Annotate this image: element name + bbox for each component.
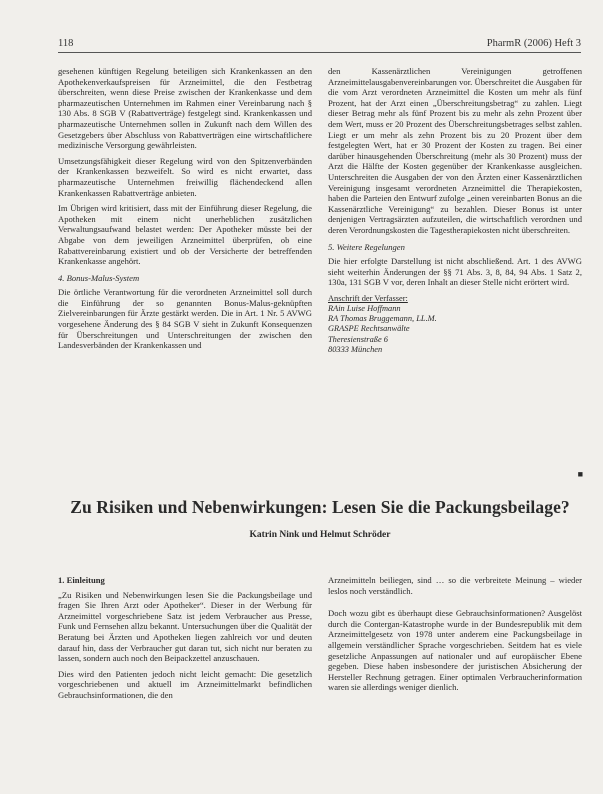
upper-left-column [58, 66, 312, 356]
paragraph: Im Übrigen wird kritisiert, dass mit der Einführung dieser Regelung, die Apotheken mit einem nicht unerheblichen zusätzlichen Verwaltungsaufwand belastet werden: Der Apotheker müsste bei der Abgabe von dem jeweiligen Arzneimittel überprüfen, ob eine Rabattvereinbarung existiert und ob der Versicherte der betreffenden Krankenkasse angehört. [58, 203, 312, 267]
address-line: 80333 München [328, 344, 383, 354]
lower-right-column [328, 575, 582, 698]
address-line: RA Thomas Bruggemann, LL.M. [328, 314, 437, 324]
lower-left-column [58, 575, 312, 706]
page-header [58, 38, 581, 56]
paragraph: Arzneimitteln beiliegen, sind … so die verbreitete Meinung – wieder leslos noch verständlich. [328, 575, 582, 596]
paragraph: Die hier erfolgte Darstellung ist nicht abschließend. Art. 1 des AVWG sieht weiterhin Änderungen der §§ 71 Abs. 3, 8, 84, 94 Abs. 1 Satz 2, 130a, 131 SGB V vor, deren Inhalt an dieser Stelle nicht erörtert wird. [328, 256, 582, 288]
section-heading: 1. Einleitung [58, 575, 105, 585]
upper-right-column [328, 66, 582, 355]
header-rule [58, 52, 581, 53]
address-label: Anschrift der Verfasser: [328, 293, 408, 303]
section-heading: 4. Bonus-Malus-System [58, 272, 140, 283]
address-line: Theresienstraße 6 [328, 334, 388, 344]
paragraph: Dies wird den Patienten jedoch nicht leicht gemacht: Die gesetzlich vorgeschriebenen und aktuell im Arzneimittelmarkt befindlichen Gebrauchsinformationen, die den [58, 668, 312, 700]
paragraph: den Kassenärztlichen Vereinigungen getroffenen Arzneimittelausgabenvereinbarungen vor. Überschreitet die Ausgaben für die vom Arzt verordneten Arzneimittel die Kosten um mehr als fünf Prozent, hat der Arzt einen „Überschreitungsbetrag“ zu zahlen. Liegt dieser Betrag mehr als fünf Prozent bis zu mehr als zehn Prozent über dem Wert, muss er 20 Prozent des Überschreitungsbetrages selbst zahlen. Liegt er um mehr als zehn Prozent bis zu 20 Prozent über dem festgelegten Wert, hat er 30 Prozent der Kosten zu tragen. Bei einer darüber hinausgehenden Überschreitung (mehr als 30 Prozent) muss der Arzt die Hälfte der Kosten gegenüber der Krankenkasse ausgleichen. Unterschreiten die Ausgaben der von den Ärzten einer Kassenärztlichen Vereinigung insgesamt verordneten Arzneimittel die Therapiekosten, haben die Parteien den Entwurf zufolge „einen vereinbarten Bonus an die Kassenärztliche Vereinigung“ zu bezahlen. Dieser Bonus ist unter denjenigen Vertragsärzten aufzuteilen, die wirtschaftlich verordnen und deren Verordnungskosten die Tagestherapiekosten nicht überschreiten. [328, 66, 582, 235]
section-heading: 5. Weitere Regelungen [328, 241, 405, 252]
journal-reference: PharmR (2006) Heft 3 [486, 38, 581, 49]
paragraph: gesehenen künftigen Regelung beteiligen sich Krankenkassen an den Apothekenverkaufspreisen für Arzneimittel, die den Festbetrag überschreiten, wenn diese Preise zwischen der Krankenkasse und dem pharmazeutischen Unternehmen im Rahmen einer Vereinbarung nach § 130 Abs. 8 SGB V (Rabattverträge) festgelegt sind. Krankenkassen und pharmazeutische Unternehmen sollen in Zukunft nach dem Willen des Gesetzgebers über Abschluss von Rabattverträgen eine wirtschaftlichere medizinische Versorgung gewährleisten. [58, 66, 312, 151]
address-line: GRASPE Rechtsanwälte [328, 324, 410, 334]
paragraph: Umsetzungsfähigkeit dieser Regelung wird von den Spitzenverbänden der Krankenkassen bezweifelt. So wird es nicht erwartet, dass pharmazeutische Unternehmen freiwillig flächendeckend allen Krankenkassen Rabattverträge anbieten. [58, 155, 312, 198]
end-of-article-mark: ■ [577, 469, 583, 479]
author-address [328, 294, 582, 355]
paragraph: „Zu Risiken und Nebenwirkungen lesen Sie die Packungsbeilage und fragen Sie Ihren Arzt oder Apotheker“. Dieser in der Werbung für Arzneimittel vorgeschriebene Satz ist jedem Verbraucher aus Presse, Funk und Fernsehen allzu bekannt. Untersuchungen über die Qualität der Beratung bei Ärzten und Apotheken liegen zahlreich vor und deuten darauf hin, dass der Verbraucher gut daran tut, sich nicht nur beraten zu lassen, sondern auch noch den Beipackzettel anzuschauen. [58, 589, 312, 664]
article-title: Zu Risiken und Nebenwirkungen: Lesen Sie die Packungsbeilage? [70, 497, 570, 517]
page-number: 118 [58, 38, 74, 49]
article-authors: Katrin Nink und Helmut Schröder [249, 530, 391, 540]
paragraph: Die örtliche Verantwortung für die verordneten Arzneimittel soll durch die Einführung der so genannten Bonus-Malus-geknüpften Zielvereinbarungen für Ärzte gestärkt werden. Die in Art. 1 Nr. 5 AVWG vorgesehene Änderung des § 84 SGB V sieht in Zukunft Konsequenzen für Überschreitungen und Unterschreitungen der zwischen den Landesverbänden der Krankenkassen und [58, 287, 312, 351]
paragraph: Doch wozu gibt es überhaupt diese Gebrauchsinformationen? Ausgelöst durch die Contergan-Katastrophe wurde in der Bundesrepublik mit dem Arzneimittelgesetz von 1978 unter anderem eine Packungsbeilage in allgemein verständlicher Sprache vorgeschrieben. Seitdem hat es viele gesetzliche Anpassungen auf nationaler und auf europäischer Ebene gegeben. Diese haben insbesondere der juristischen Absicherung der Hersteller Rechnung getragen. Einer optimalen Verbraucherinformation waren sie allerdings weniger dienlich. [328, 608, 582, 693]
address-line: RAin Luise Hoffmann [328, 304, 401, 314]
